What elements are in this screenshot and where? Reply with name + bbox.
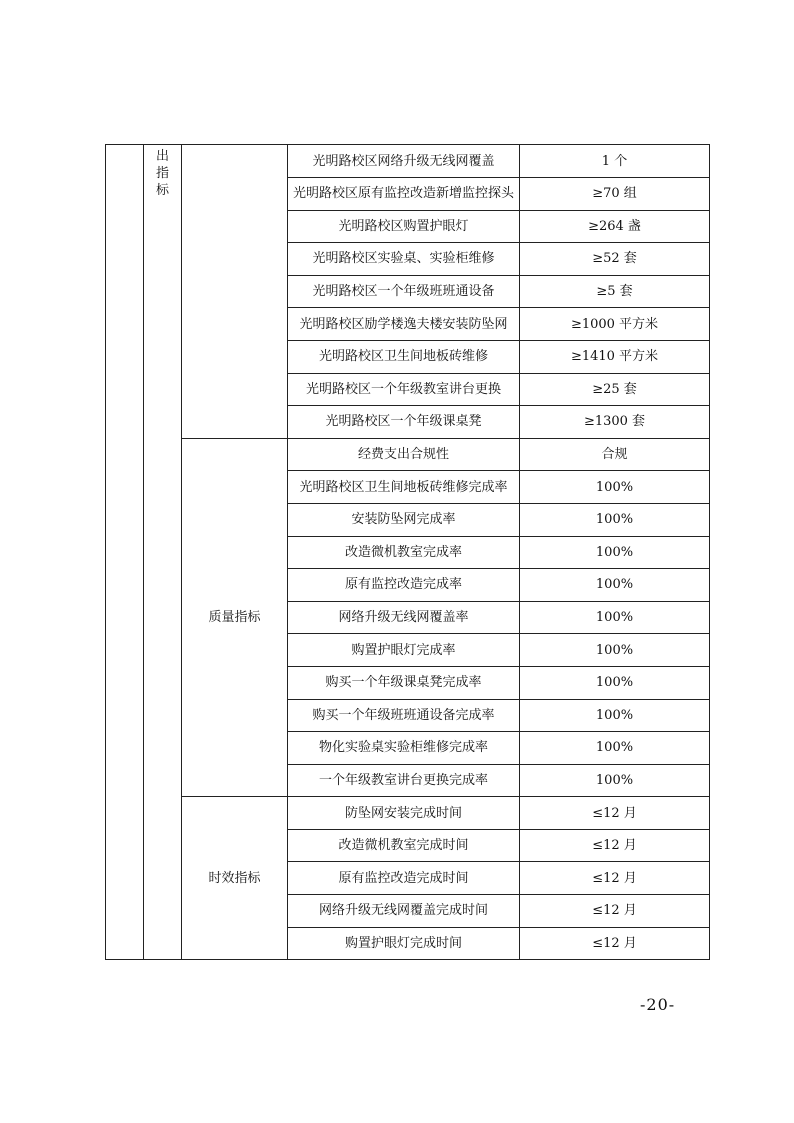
- indicator-name-cell: 光明路校区一个年级班班通设备: [288, 275, 520, 308]
- table-row: [106, 438, 710, 471]
- section-label-cell: [144, 145, 182, 960]
- indicator-value-cell: 合规: [520, 438, 710, 471]
- indicator-value-cell: 100%: [520, 666, 710, 699]
- indicator-name-cell: 网络升级无线网覆盖率: [288, 601, 520, 634]
- indicator-value-cell: ≥52 套: [520, 243, 710, 276]
- indicator-name-cell: 经费支出合规性: [288, 438, 520, 471]
- indicator-name-cell: 购置护眼灯完成时间: [288, 927, 520, 960]
- indicator-name-cell: 光明路校区网络升级无线网覆盖: [288, 145, 520, 178]
- indicator-value-cell: ≥264 盏: [520, 210, 710, 243]
- indicator-name-cell: 网络升级无线网覆盖完成时间: [288, 895, 520, 928]
- indicator-name-cell: 光明路校区励学楼逸夫楼安装防坠网: [288, 308, 520, 341]
- indicator-value-cell: 100%: [520, 503, 710, 536]
- indicator-value-cell: 100%: [520, 471, 710, 504]
- indicator-value-cell: ≤12 月: [520, 895, 710, 928]
- indicator-value-cell: ≤12 月: [520, 862, 710, 895]
- indicator-value-cell: 100%: [520, 569, 710, 602]
- indicator-name-cell: 购买一个年级班班通设备完成率: [288, 699, 520, 732]
- indicator-value-cell: ≥1300 套: [520, 406, 710, 439]
- indicator-name-cell: 防坠网安装完成时间: [288, 797, 520, 830]
- indicator-value-cell: ≥1000 平方米: [520, 308, 710, 341]
- indicator-name-cell: 光明路校区实验桌、实验柜维修: [288, 243, 520, 276]
- category-cell: [182, 145, 288, 439]
- table-row: [106, 145, 710, 178]
- indicator-name-cell: 光明路校区购置护眼灯: [288, 210, 520, 243]
- category-cell: 质量指标: [182, 438, 288, 797]
- category-cell: 时效指标: [182, 797, 288, 960]
- table-row: [106, 797, 710, 830]
- indicator-name-cell: 改造微机教室完成时间: [288, 829, 520, 862]
- indicator-name-cell: 原有监控改造完成率: [288, 569, 520, 602]
- indicator-name-cell: 原有监控改造完成时间: [288, 862, 520, 895]
- indicator-name-cell: 安装防坠网完成率: [288, 503, 520, 536]
- page-number: -20-: [640, 995, 676, 1014]
- indicator-value-cell: 100%: [520, 699, 710, 732]
- indicator-value-cell: 100%: [520, 634, 710, 667]
- indicator-name-cell: 光明路校区一个年级课桌凳: [288, 406, 520, 439]
- indicator-name-cell: 物化实验桌实验柜维修完成率: [288, 732, 520, 765]
- indicator-value-cell: ≤12 月: [520, 829, 710, 862]
- indicator-value-cell: 1 个: [520, 145, 710, 178]
- indicator-value-cell: 100%: [520, 732, 710, 765]
- indicator-name-cell: 光明路校区原有监控改造新增监控探头: [288, 178, 520, 211]
- indicator-value-cell: ≥70 组: [520, 178, 710, 211]
- indicator-value-cell: ≥25 套: [520, 373, 710, 406]
- indicator-value-cell: ≤12 月: [520, 797, 710, 830]
- indicator-value-cell: 100%: [520, 601, 710, 634]
- indicator-value-cell: ≥5 套: [520, 275, 710, 308]
- indicator-value-cell: 100%: [520, 764, 710, 797]
- indicator-name-cell: 一个年级教室讲台更换完成率: [288, 764, 520, 797]
- indicator-name-cell: 光明路校区一个年级教室讲台更换: [288, 373, 520, 406]
- indicator-value-cell: 100%: [520, 536, 710, 569]
- indicator-value-cell: ≥1410 平方米: [520, 340, 710, 373]
- indicator-value-cell: ≤12 月: [520, 927, 710, 960]
- indicator-name-cell: 购买一个年级课桌凳完成率: [288, 666, 520, 699]
- table-body: [106, 145, 710, 960]
- indicator-name-cell: 光明路校区卫生间地板砖维修: [288, 340, 520, 373]
- indicator-name-cell: 改造微机教室完成率: [288, 536, 520, 569]
- indicator-name-cell: 光明路校区卫生间地板砖维修完成率: [288, 471, 520, 504]
- performance-indicator-table: [105, 144, 710, 960]
- indicator-name-cell: 购置护眼灯完成率: [288, 634, 520, 667]
- outer-blank-cell: [106, 145, 144, 960]
- section-label: 出指标: [155, 149, 169, 198]
